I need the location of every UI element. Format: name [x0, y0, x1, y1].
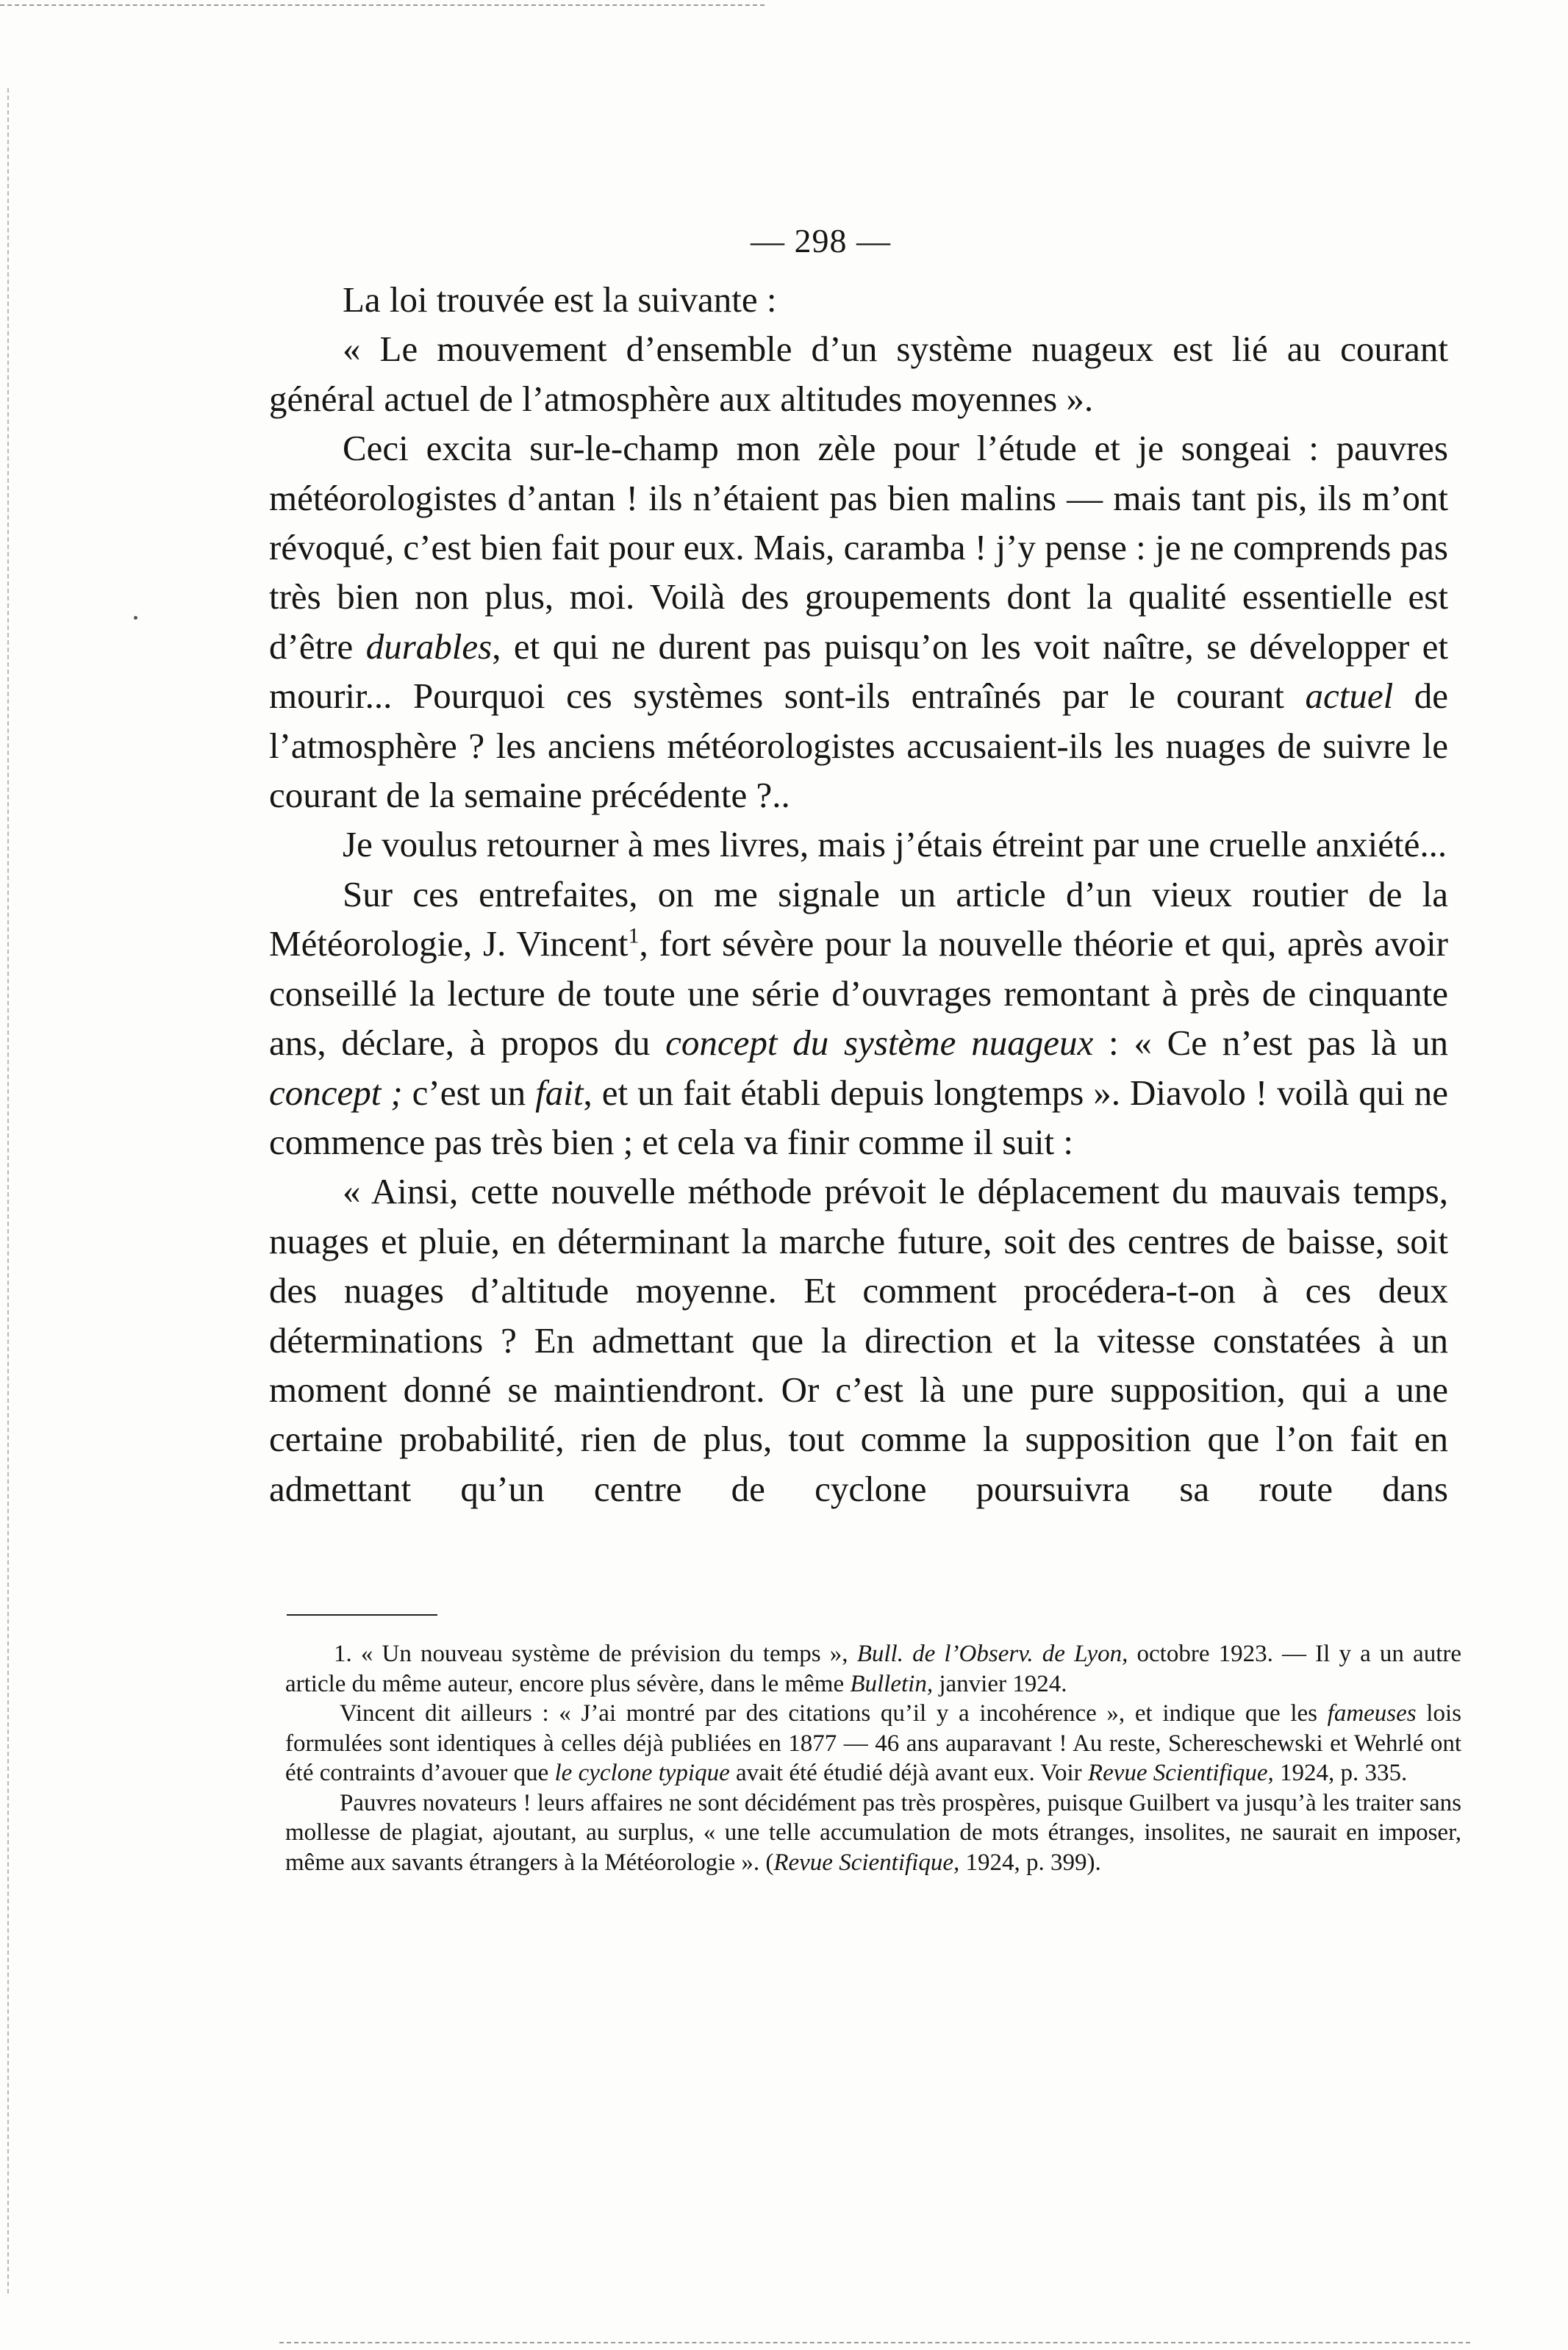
- paragraph: Sur ces entrefaites, on me signale un article d’un vieux routier de la Météorologie, J. Vincent$^1$, fort sévère pour la nouvelle théorie et qui, après avoir conseillé la lecture de toute une série d’ouvrages remontant à près de cinquante ans, déclare, à propos du concept du système nuageux : « Ce n’est pas là un concept ; c’est un fait, et un fait établi depuis longtemps ». Diavolo ! voilà qui ne commence pas très bien ; et cela va finir comme il suit :: [269, 873, 1448, 1162]
- footnotes: [285, 1639, 1461, 1877]
- scan-edge-top: [0, 4, 765, 6]
- footnote-separator: [287, 1614, 437, 1616]
- quotation: « Ainsi, cette nouvelle méthode prévoit le déplacement du mauvais temps, nuages et pluie, en déterminant la marche future, soit des centres de baisse, soit des nuages d’altitude moyenne. Et comment procédera-t-on à ces deux déterminations ? En admettant que la direction et la vitesse constatées à un moment donné se maintiendront. Or c’est là une pure supposition, qui a une certaine probabilité, rien de plus, tout comme la supposition que l’on fait en admettant qu’un centre de cyclone poursuivra sa route dans: [269, 1171, 1448, 1509]
- paragraph: La loi trouvée est la suivante :: [343, 279, 777, 320]
- footnote-ref: 1: [628, 923, 640, 948]
- paragraph: Je voulus retourner à mes livres, mais j’étais étreint par une cruelle anxiété...: [343, 824, 1447, 865]
- footnote-1: 1. « Un nouveau système de prévision du temps », Bull. de l’Observ. de Lyon, octobre 1923. — Il y a un autre article du même auteur, encore plus sévère, dans le même Bulletin, janvier 1924.: [285, 1641, 1462, 1697]
- footnote-continuation: Vincent dit ailleurs : « J’ai montré par des citations qu’il y a incohérence », et indique que les fameuses lois formulées sont identiques à celles déjà publiées en 1877 — 46 ans auparavant ! Au reste, Schereschewski et Wehrlé ont été contraints d’avouer que le cyclone typique avait été étudié déjà avant eux. Voir Revue Scientifique, 1924, p. 335.: [285, 1700, 1461, 1786]
- body-text: [269, 275, 1448, 1513]
- scan-edge-left: [7, 88, 9, 2293]
- paragraph: Ceci excita sur-le-champ mon zèle pour l’étude et je songeai : pauvres météorologistes d’antan ! ils n’étaient pas bien malins — mais tant pis, ils m’ont révoqué, c’est bien fait pour eux. Mais, caramba ! j’y pense : je ne comprends pas très bien non plus, moi. Voilà des groupements dont la qualité essentielle est d’être durables, et qui ne durent pas puisqu’on les voit naître, se développer et mourir... Pourquoi ces systèmes sont-ils entraînés par le courant actuel de l’atmosphère ? les anciens météorologistes accusaient-ils les nuages de suivre le courant de la semaine précédente ?..: [269, 428, 1449, 816]
- page-number: — 298 —: [751, 222, 891, 259]
- quoted-law: « Le mouvement d’ensemble d’un système nuageux est lié au courant général actuel de l’atmosphère aux altitudes moyennes ».: [269, 329, 1448, 419]
- scan-speck: [134, 616, 137, 620]
- footnote-continuation: Pauvres novateurs ! leurs affaires ne sont décidément pas très prospères, puisque Guilbert va jusqu’à les traiter sans mollesse de plagiat, ajoutant, au surplus, « une telle accumulation de mots étranges, insolites, ne saurait en imposer, même aux savants étrangers à la Météorologie ». (Revue Scientifique, 1924, p. 399).: [285, 1789, 1461, 1876]
- scan-edge-bottom: [279, 2342, 1470, 2343]
